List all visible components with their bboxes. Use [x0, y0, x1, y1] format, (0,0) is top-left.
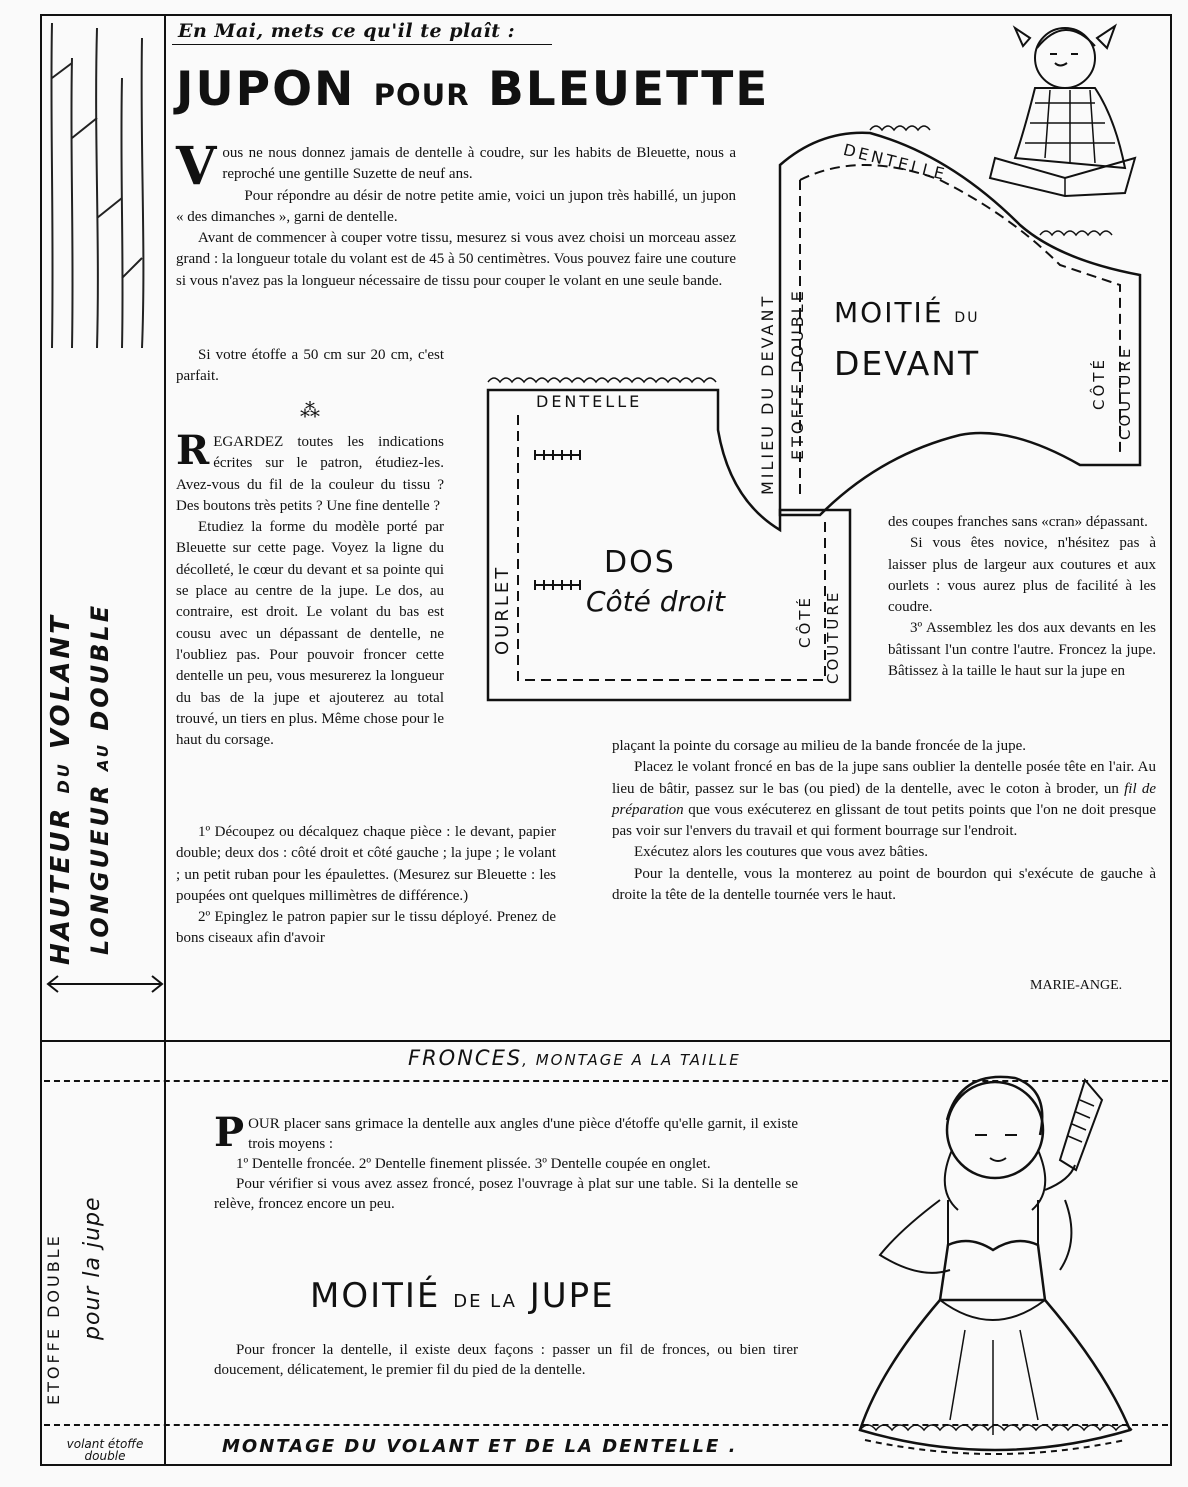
signature: MARIE-ANGE. [1030, 978, 1123, 993]
page-title: JUPON POUR BLEUETTE [176, 62, 770, 117]
skirt-p4: Pour froncer la dentelle, il existe deux façons : passer un fil de fronces, ou bien tirer doucement, délicatement, le premier fil du pied de la dentelle. [214, 1342, 798, 1378]
volant-etoffe-label: volant étoffe double [66, 1437, 144, 1463]
ruler-sketch [42, 18, 162, 358]
intro-p2: Pour répondre au désir de notre petite amie, voici un jupon très habillé, un jupon « des dimanches », garni de dentelle. [176, 187, 736, 225]
skirt-p1: OUR placer sans grimace la dentelle aux angles d'une pièce d'étoffe qu'elle garnit, il existe trois moyens : [248, 1116, 799, 1152]
bottom-p3: Exécutez alors les coutures que vous avez bâties. [634, 844, 929, 861]
left-column [176, 427, 444, 751]
left-p3: 1º Découpez ou décalquez chaque pièce : le devant, papier double; deux dos : côté droit et côté gauche ; la jupe ; le volant ; un petit ruban pour les épaulettes. (Mesurez sur Bleuette : les poupées ont quelques millimètres de différence.) [176, 824, 556, 904]
ourlet-label: OURLET [492, 564, 513, 655]
etoffe-double-label: ETOFFE DOUBLE [44, 1233, 63, 1405]
kicker-rule [172, 44, 552, 45]
skirt-bottom-label: MONTAGE DU VOLANT ET DE LA DENTELLE . [222, 1436, 738, 1457]
front-title-1: MOITIÉ DU [834, 296, 980, 329]
left-p4: 2º Epinglez le patron papier sur le tissu déployé. Prenez de bons ciseaux afin d'avoir [176, 909, 556, 947]
skirt-title: MOITIÉ DE LA JUPE [310, 1276, 615, 1316]
bottom-column [612, 736, 1156, 906]
intro-p1: ous ne nous donnez jamais de dentelle à coudre, sur les habits de Bleuette, nous a reproché une gentille Suzette de neuf ans. [222, 145, 736, 183]
skirt-p3: Pour vérifier si vous avez assez froncé, posez l'ouvrage à plat sur une table. Si la dentelle se relève, froncez encore un peu. [214, 1176, 798, 1212]
skirt-top-label: FRONCES, MONTAGE A LA TAILLE [408, 1046, 741, 1070]
intro-p4: Si votre étoffe a 50 cm sur 20 cm, c'est parfait. [176, 347, 444, 385]
bottom-p1: plaçant la pointe du corsage au milieu de la bande froncée de la jupe. [612, 738, 1026, 754]
ruler-line [164, 14, 166, 1466]
front-couture-label: COUTURE [1116, 345, 1134, 440]
right-p1: des coupes franches sans «cran» dépassant. [888, 514, 1148, 530]
milieu-devant-label: MILIEU DU DEVANT [758, 293, 777, 495]
skirt-p2: 1º Dentelle froncée. 2º Dentelle finement plissée. 3º Dentelle coupée en onglet. [236, 1156, 711, 1172]
intro-text [176, 136, 736, 292]
front-lace-label: DENTELLE [841, 140, 950, 185]
longueur-label: LONGUEUR AU DOUBLE [86, 602, 114, 955]
kicker: En Mai, mets ce qu'il te plaît : [178, 20, 516, 42]
skirt-drop-cap: P [214, 1109, 245, 1156]
left-column-lower [176, 822, 556, 950]
right-p3: 3º Assemblez les dos aux devants en les bâtissant l'un contre l'autre. Froncez la jupe. Bâtissez à la taille le haut sur la jupe en [888, 620, 1156, 680]
bottom-p4: Pour la dentelle, vous la monterez au point de bourdon qui s'exécute de gauche à droite la tête de la dentelle tournée vers le haut. [612, 865, 1156, 904]
etoffe-double-front-label: ETOFFE DOUBLE [788, 288, 807, 460]
back-cote-label: CÔTÉ [796, 595, 814, 648]
hauteur-label: HAUTEUR DU VOLANT [46, 613, 76, 965]
pour-la-jupe-label: pour la jupe [80, 1196, 105, 1340]
intro-drop-cap: V [176, 136, 217, 197]
left-drop-cap: R [176, 427, 210, 474]
bottom-p2: Placez le volant froncé en bas de la jupe sans oublier la dentelle posée tête en l'air. Au lieu de bâtir, passez sur le bas (ou pied) de la dentelle, avec le coton à broder, un fil de préparation que vous exécuterez en glissant de tout petits points que l'on ne doit presque pas voir sur l'envers du travail et qui forment bourrage sur l'endroit. [612, 759, 1156, 840]
back-couture-label: COUTURE [824, 589, 842, 684]
skirt-text [214, 1109, 799, 1214]
measure-arrow [44, 972, 166, 996]
front-cote-label: CÔTÉ [1090, 357, 1108, 410]
intro-p3: Avant de commencer à couper votre tissu, mesurez si vous avez choisi un morceau assez grand : la longueur totale du volant est de 45 à 50 centimètres. Vous pouvez faire une couture si vous n'avez pas la longueur nécessaire de tissu pour couper le volant en une seule bande. [176, 230, 736, 289]
back-pattern-piece [480, 370, 860, 710]
separator: ⁂ [300, 400, 320, 422]
back-title: DOS [604, 545, 676, 580]
left-p2: Etudiez la forme du modèle porté par Bleuette sur cette page. Voyez la ligne du décolleté, le cœur du devant et sa pointe qui se place au centre de la jupe. Le dos, au contraire, est droit. Le volant du bas est cousu avec un dépassant de dentelle, ne l'oubliez pas. Pour pouvoir froncer cette dentelle un peu, vous mesurerez la longueur du bas de la jupe et ajouterez au total trouvé, un tiers en plus. Même chose pour le haut du corsage. [176, 519, 444, 749]
back-subtitle: Côté droit [586, 585, 725, 618]
left-p1: EGARDEZ toutes les indications écrites sur le patron, étudiez-les. Avez-vous du fil de la couleur du tissu ? Des boutons très petits ? Une fine dentelle ? [176, 434, 444, 514]
right-column [888, 512, 1156, 682]
girl-petticoat-illustration [840, 1040, 1150, 1470]
right-p2: Si vous êtes novice, n'hésitez pas à laisser plus de largeur aux coutures et aux ourlets : vous aurez plus de facilité à les coudre. [888, 535, 1156, 616]
front-title-2: DEVANT [834, 344, 981, 383]
back-lace-label: DENTELLE [536, 392, 643, 411]
